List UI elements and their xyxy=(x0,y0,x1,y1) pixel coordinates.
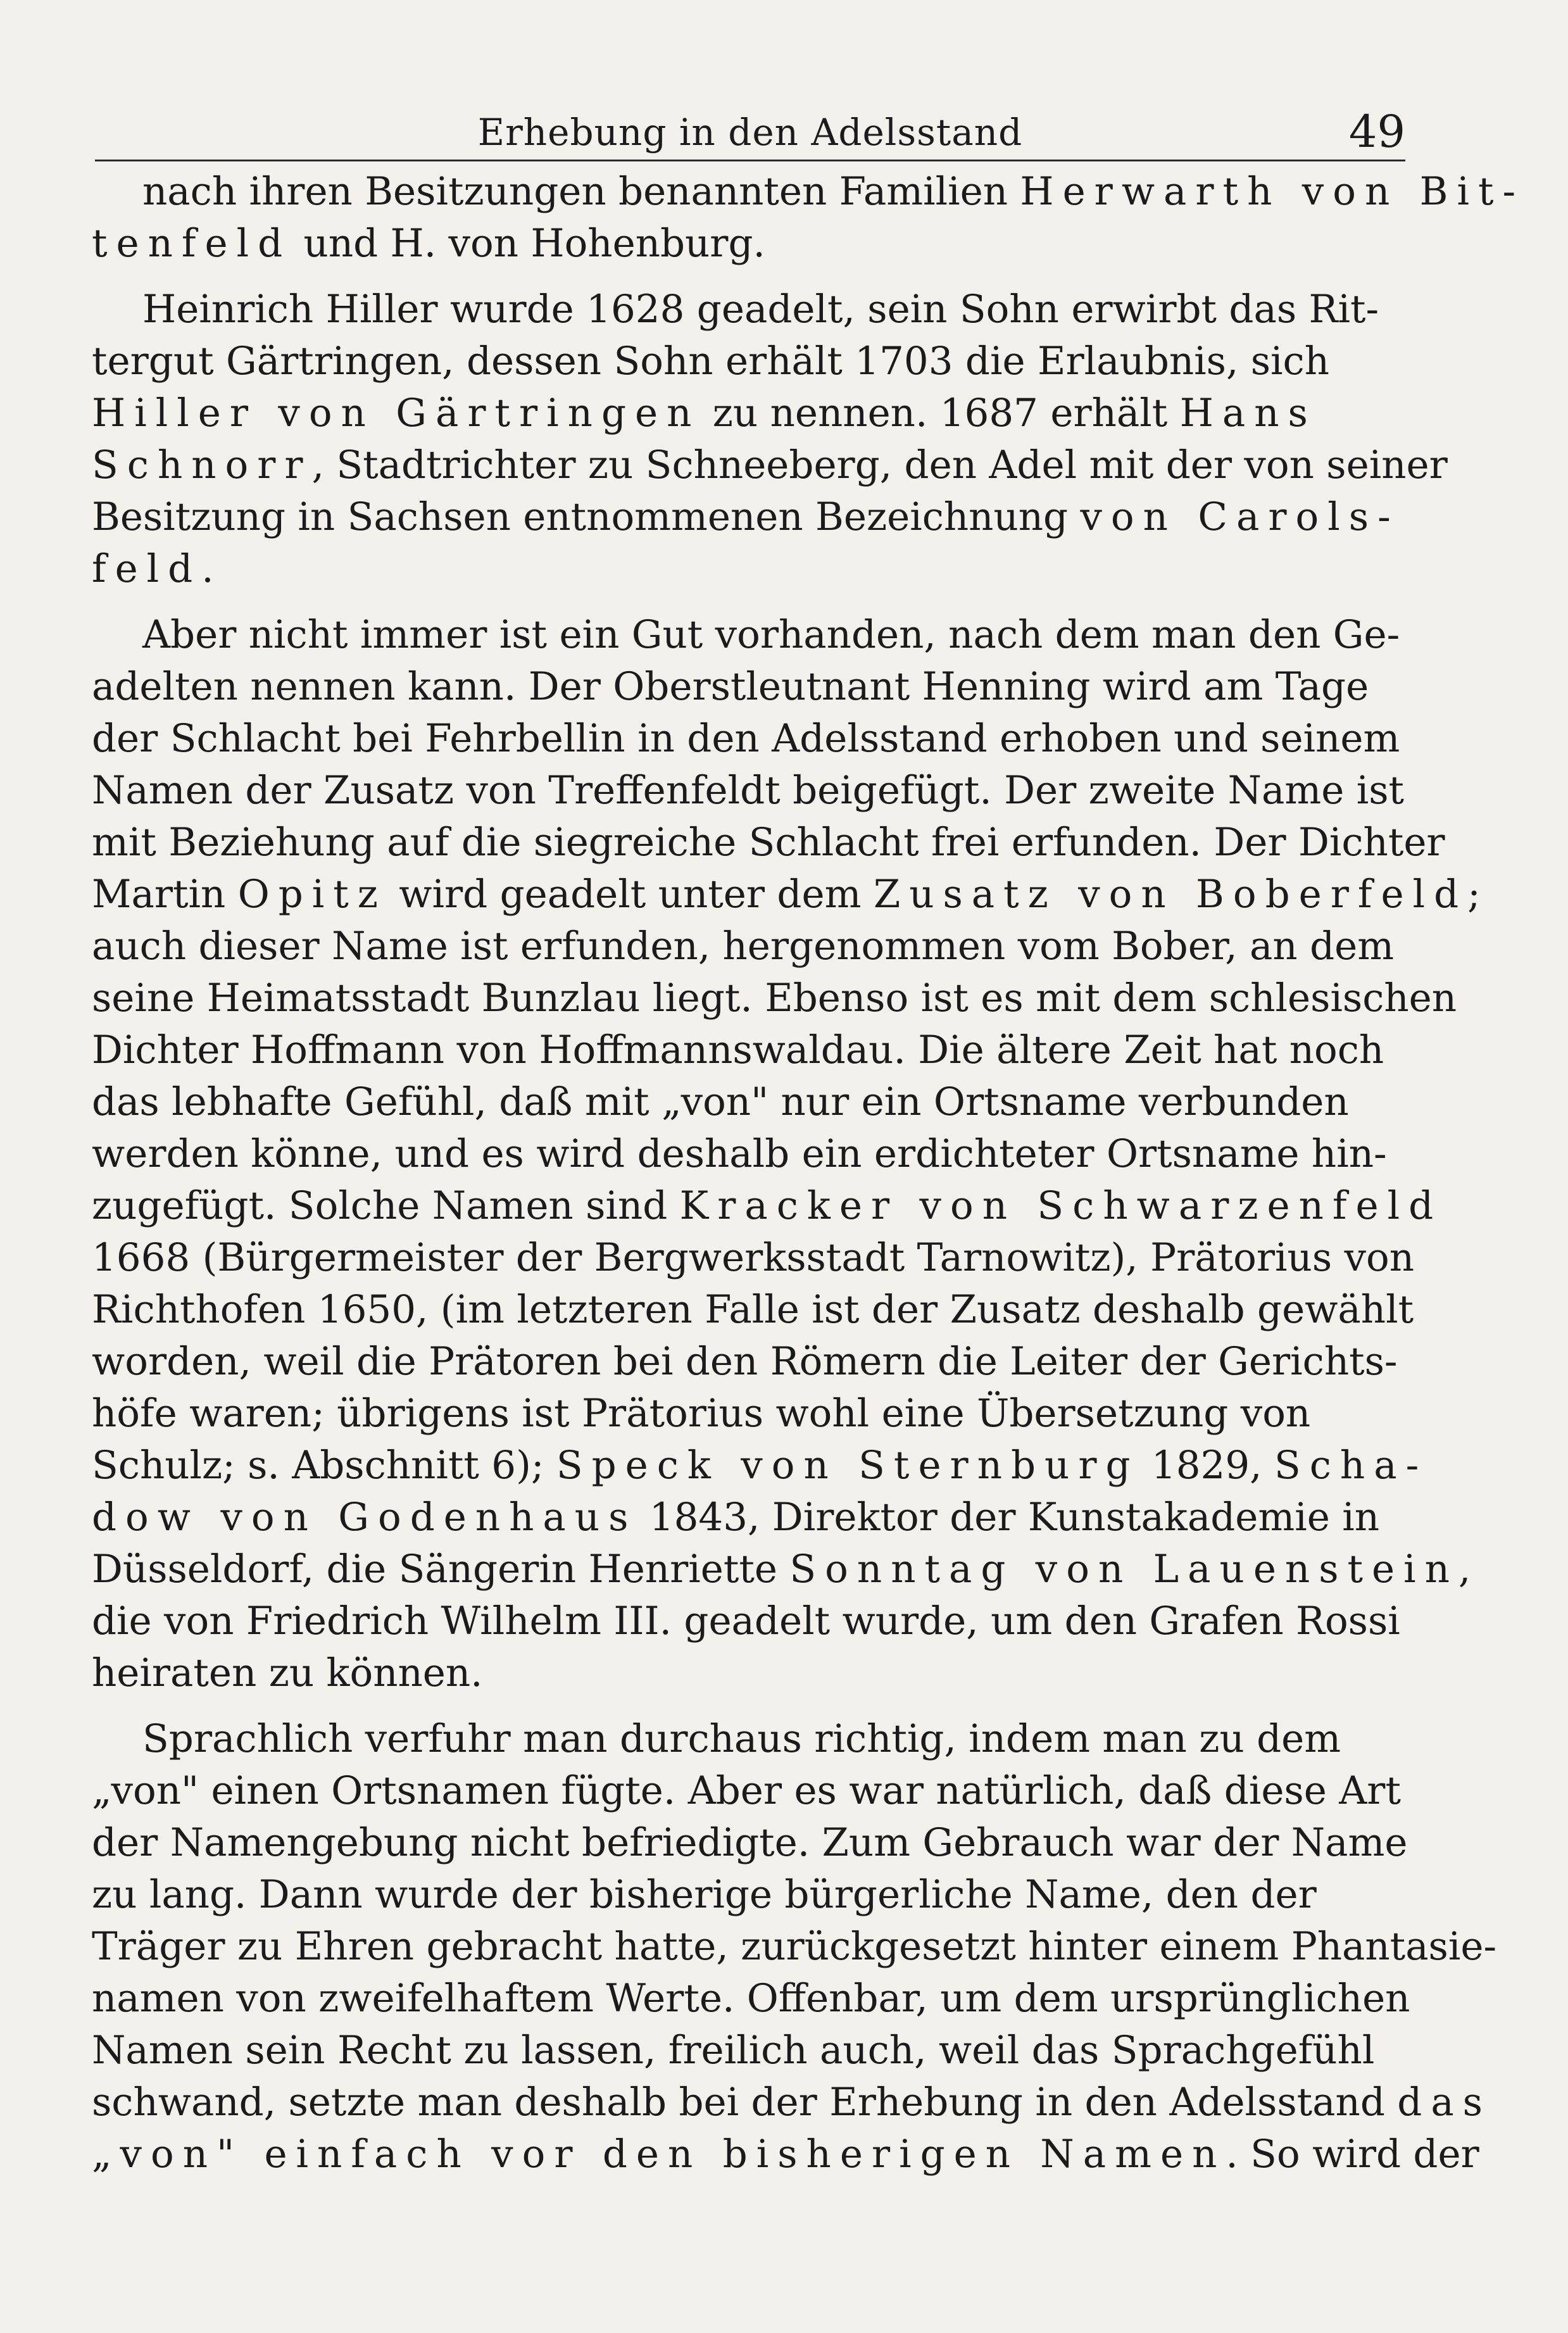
spaced-name-text: Speck von Sternburg xyxy=(556,1443,1139,1488)
text-line xyxy=(92,1024,1405,1076)
text-segment: zu lang. Dann wurde der bisherige bürgerliche Name, den der xyxy=(92,1872,1317,1917)
text-segment: Schulz; s. Abschnitt 6); xyxy=(92,1443,556,1488)
text-segment: 1843, Direktor der Kunstakademie in xyxy=(637,1495,1380,1540)
text-line xyxy=(92,1921,1497,1973)
text-line xyxy=(92,1544,1471,1595)
spaced-name-text: dow von Godenhaus xyxy=(92,1495,637,1540)
text-line xyxy=(92,972,1457,1024)
text-segment: 1668 (Bürgermeister der Bergwerksstadt Tarnowitz), Prätorius von xyxy=(92,1235,1415,1280)
text-segment: Dichter Hoffmann von Hoffmannswaldau. Die ältere Zeit hat noch xyxy=(92,1028,1384,1072)
paragraph-gap xyxy=(92,1699,1405,1713)
text-segment: schwand, setzte man deshalb bei der Erhebung in den Adelsstand xyxy=(92,2080,1398,2125)
text-line xyxy=(92,2077,1491,2129)
text-line xyxy=(92,218,1405,270)
text-segment: namen von zweifelhaftem Werte. Offenbar, um dem ursprünglichen xyxy=(92,1976,1410,2021)
text-line xyxy=(92,1595,1405,1647)
text-line xyxy=(92,661,1405,713)
text-line xyxy=(92,817,1445,869)
page-number: 49 xyxy=(1348,106,1405,158)
text-segment: heiraten zu können. xyxy=(92,1651,483,1695)
text-segment: das lebhafte Gefühl, daß mit „von" nur ein Ortsname verbunden xyxy=(92,1079,1349,1124)
text-segment: . xyxy=(201,546,214,591)
text-segment: , Stadtrichter zu Schneeberg, den Adel mit der von seiner xyxy=(311,443,1448,487)
body-text xyxy=(92,166,1525,2180)
text-segment: der Schlacht bei Fehrbellin in den Adelsstand erhoben und seinem xyxy=(92,716,1400,761)
text-line xyxy=(92,1388,1405,1440)
text-line xyxy=(92,336,1405,387)
paragraph xyxy=(92,284,1448,595)
paragraph xyxy=(92,166,1525,270)
text-line xyxy=(92,166,1525,218)
text-line xyxy=(92,1973,1410,2025)
text-segment: werden könne, und es wird deshalb ein erdichteter Ortsname hin- xyxy=(92,1131,1387,1176)
text-line xyxy=(92,921,1405,972)
spaced-name-text: Hans xyxy=(1179,391,1317,436)
text-line xyxy=(92,1232,1415,1284)
text-segment: mit Beziehung auf die siegreiche Schlacht frei erfunden. Der Dichter xyxy=(92,820,1445,865)
text-line xyxy=(92,1713,1405,1765)
text-segment: Düsseldorf, die Sängerin Henriette xyxy=(92,1547,790,1592)
spaced-name-text: Herwarth von Bit- xyxy=(1020,169,1525,214)
text-line xyxy=(92,1765,1405,1817)
text-segment: wird geadelt unter dem xyxy=(386,872,874,917)
text-line xyxy=(92,1492,1405,1544)
text-segment: adelten nennen kann. Der Oberstleutnant Henning wird am Tage xyxy=(92,664,1369,709)
text-line xyxy=(92,2129,1479,2180)
text-segment: Namen der Zusatz von Treffenfeldt beigefügt. Der zweite Name ist xyxy=(92,768,1405,813)
spaced-name-text: von Carols- xyxy=(1080,494,1400,539)
text-segment: Martin xyxy=(92,872,238,917)
spaced-name-text: feld xyxy=(92,546,202,591)
text-line xyxy=(92,1076,1405,1128)
text-segment: der Namengebung nicht befriedigte. Zum Gebrauch war der Name xyxy=(92,1820,1408,1865)
text-segment: und H. von Hohenburg. xyxy=(291,221,765,266)
text-line xyxy=(92,1869,1405,1921)
text-line xyxy=(92,1647,1405,1699)
spaced-name-text: Sonntag von Lauenstein xyxy=(789,1547,1458,1592)
text-line xyxy=(92,869,1481,921)
spaced-name-text: Zusatz von Boberfeld xyxy=(873,872,1468,917)
text-line xyxy=(92,1180,1443,1232)
spaced-name-text: Schnorr xyxy=(92,443,312,487)
paragraph-gap xyxy=(92,270,1405,284)
text-segment: seine Heimatsstadt Bunzlau liegt. Ebenso ist es mit dem schlesischen xyxy=(92,976,1457,1021)
text-segment: , xyxy=(1458,1547,1471,1592)
text-segment: Heinrich Hiller wurde 1628 geadelt, sein Sohn erwirbt das Rit- xyxy=(142,287,1379,332)
header-rule xyxy=(95,160,1405,161)
text-segment: Träger zu Ehren gebracht hatte, zurückgesetzt hinter einem Phantasie- xyxy=(92,1924,1497,1969)
text-segment: höfe waren; übrigens ist Prätorius wohl eine Übersetzung von xyxy=(92,1391,1311,1436)
text-segment: Sprachlich verfuhr man durchaus richtig, indem man zu dem xyxy=(142,1716,1341,1761)
text-line xyxy=(92,1336,1405,1388)
text-line xyxy=(92,1284,1414,1336)
spaced-name-text: Kracker von Schwarzenfeld xyxy=(679,1183,1443,1228)
text-line xyxy=(92,284,1405,336)
spaced-name-text: Hiller von Gärtringen xyxy=(92,391,701,436)
text-segment: Aber nicht immer ist ein Gut vorhanden, nach dem man den Ge- xyxy=(142,612,1400,657)
text-line xyxy=(92,387,1405,439)
text-segment: nach ihren Besitzungen benannten Familien xyxy=(142,169,1020,214)
text-line xyxy=(92,439,1448,491)
text-line xyxy=(92,765,1405,817)
text-segment: 1829, xyxy=(1139,1443,1274,1488)
spaced-name-text: Opitz xyxy=(237,872,387,917)
text-segment: „von" einen Ortsnamen fügte. Aber es war natürlich, daß diese Art xyxy=(92,1768,1401,1813)
text-segment: Besitzung in Sachsen entnommenen Bezeichnung xyxy=(92,494,1081,539)
text-segment: ; xyxy=(1467,872,1481,917)
text-segment: Namen sein Recht zu lassen, freilich auch, weil das Sprachgefühl xyxy=(92,2028,1375,2073)
text-segment: . So wird der xyxy=(1226,2132,1479,2177)
text-segment: zu nennen. 1687 erhält xyxy=(700,391,1180,436)
text-segment: tergut Gärtringen, dessen Sohn erhält 1703 die Erlaubnis, sich xyxy=(92,339,1330,384)
spaced-name-text: das xyxy=(1397,2080,1491,2125)
spaced-name-text: Scha- xyxy=(1274,1443,1428,1488)
text-line xyxy=(92,2025,1405,2077)
paragraph xyxy=(92,1713,1497,2180)
text-line xyxy=(92,609,1405,661)
text-segment: zugefügt. Solche Namen sind xyxy=(92,1183,680,1228)
paragraph-gap xyxy=(92,595,1405,609)
text-segment: die von Friedrich Wilhelm III. geadelt wurde, um den Grafen Rossi xyxy=(92,1599,1400,1644)
spaced-name-text: tenfeld xyxy=(92,221,292,266)
spaced-name-text: „von" einfach vor den bisherigen Namen xyxy=(92,2132,1226,2177)
text-line xyxy=(92,491,1405,543)
text-segment: Richthofen 1650, (im letzteren Falle ist der Zusatz deshalb gewählt xyxy=(92,1287,1414,1332)
page-header xyxy=(95,104,1405,161)
text-segment: auch dieser Name ist erfunden, hergenommen vom Bober, an dem xyxy=(92,924,1395,969)
text-line xyxy=(92,1817,1408,1869)
text-segment: worden, weil die Prätoren bei den Römern die Leiter der Gerichts- xyxy=(92,1339,1398,1384)
running-title: Erhebung in den Adelsstand xyxy=(477,111,1023,154)
text-line xyxy=(92,713,1405,765)
text-line xyxy=(92,543,1405,595)
text-line xyxy=(92,1128,1405,1180)
paragraph xyxy=(92,609,1481,1699)
text-line xyxy=(92,1440,1428,1492)
